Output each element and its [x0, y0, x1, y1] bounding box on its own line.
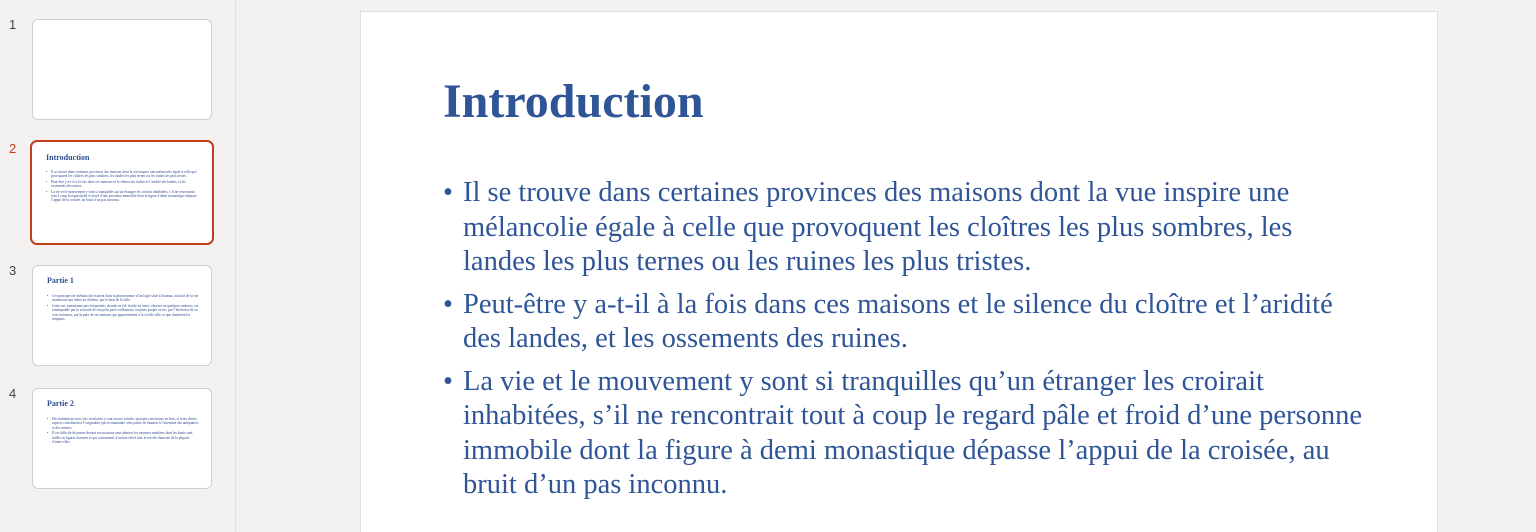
thumbnail-title: Introduction	[46, 153, 90, 162]
slide-bullet[interactable]: • Peut-être y a-t-il à la fois dans ces maisons et le silence du cloître et l’aridité des landes, et les ossements des ruines.	[443, 288, 1363, 357]
slide-canvas[interactable]	[360, 11, 1438, 532]
slide-number: 4	[9, 386, 17, 401]
slide-thumbnail-card[interactable]	[32, 388, 212, 489]
vertical-scrollbar[interactable]	[1530, 0, 1536, 532]
slide-bullet-list[interactable]	[443, 176, 1363, 511]
thumbnail-bullet: • Cette rue, maintenant peu fréquentée, chaude en été, froide en hiver, obscure en quelques endroits, est remarquable par la sonorité de son petit pavé caillouteux, toujours propre et sec, par l’étroitesse de sa voie tortueuse, par la paix de ses maisons qui appartiennent à la vieille ville, et que dominent les remparts.	[47, 304, 199, 322]
slide-thumbnail-card-selected[interactable]	[30, 140, 214, 245]
thumbnail-bullet-list	[47, 294, 199, 322]
slide-bullet[interactable]: • La vie et le mouvement y sont si tranquilles qu’un étranger les croirait inhabitées, s’il ne rencontrait tout à coup le regard pâle et froid d’une personne immobile dont la figure à demi monastique dépasse l’appui de la croisée, au bruit d’un pas inconnu.	[443, 365, 1363, 503]
slide-number: 2	[9, 141, 17, 156]
slide-editor-area[interactable]	[236, 0, 1536, 532]
slide-number: 3	[9, 263, 17, 278]
thumbnail-bullet: • La vie et le mouvement y sont si tranquilles qu’un étranger les croirait inhabitées, s’il ne rencontrait tout à coup le regard pâle et froid d’une personne immobile dont la figure à demi monastique dépasse l’appui de la croisée, au bruit d’un pas inconnu.	[46, 190, 198, 203]
thumbnail-title: Partie 2	[47, 399, 74, 408]
slide-title[interactable]: Introduction	[443, 75, 704, 128]
thumbnail-bullet: • Ces principes de mélancolie existent dans la physionomie d’un logis situé à Saumur, au bout de la rue montueuse qui mène au château, par le haut de la ville.	[47, 294, 199, 303]
slide-number: 1	[9, 17, 17, 32]
thumbnail-bullet-list	[46, 170, 198, 204]
slide-thumbnail-card[interactable]	[32, 19, 212, 120]
slide-bullet[interactable]: • Il se trouve dans certaines provinces des maisons dont la vue inspire une mélancolie égale à celle que provoquent les cloîtres les plus sombres, les landes les plus ternes ou les ruines les plus tristes.	[443, 176, 1363, 280]
thumbnail-bullet-list	[47, 417, 199, 445]
thumbnail-bullet: • Il se trouve dans certaines provinces des maisons dont la vue inspire une mélancolie égale à celle que provoquent les cloîtres les plus sombres, les landes les plus ternes ou les ruines les plus tristes.	[46, 170, 198, 179]
thumbnail-bullet: • Il est difficile de passer devant ces maisons sans admirer les énormes madriers dont les bouts sont taillés en figures bizarres et qui couronnent d’un bas-relief noir le rez-de-chaussée de la plupart d’entre elles.	[47, 431, 199, 444]
thumbnail-bullet: • Des habitations trois fois séculaires y sont encore solides, quoique construites en bois, et leurs divers aspects contribuent à l’originalité qui recommande cette partie de Saumur à l’attention des antiquaires et des artistes.	[47, 417, 199, 430]
slide-thumbnail-card[interactable]	[32, 265, 212, 366]
slide-thumbnail-pane[interactable]	[0, 0, 236, 532]
thumbnail-title: Partie 1	[47, 276, 74, 285]
thumbnail-bullet: • Peut-être y a-t-il à la fois dans ces maisons et le silence du cloître et l’aridité des landes, et les ossements des ruines.	[46, 180, 198, 189]
